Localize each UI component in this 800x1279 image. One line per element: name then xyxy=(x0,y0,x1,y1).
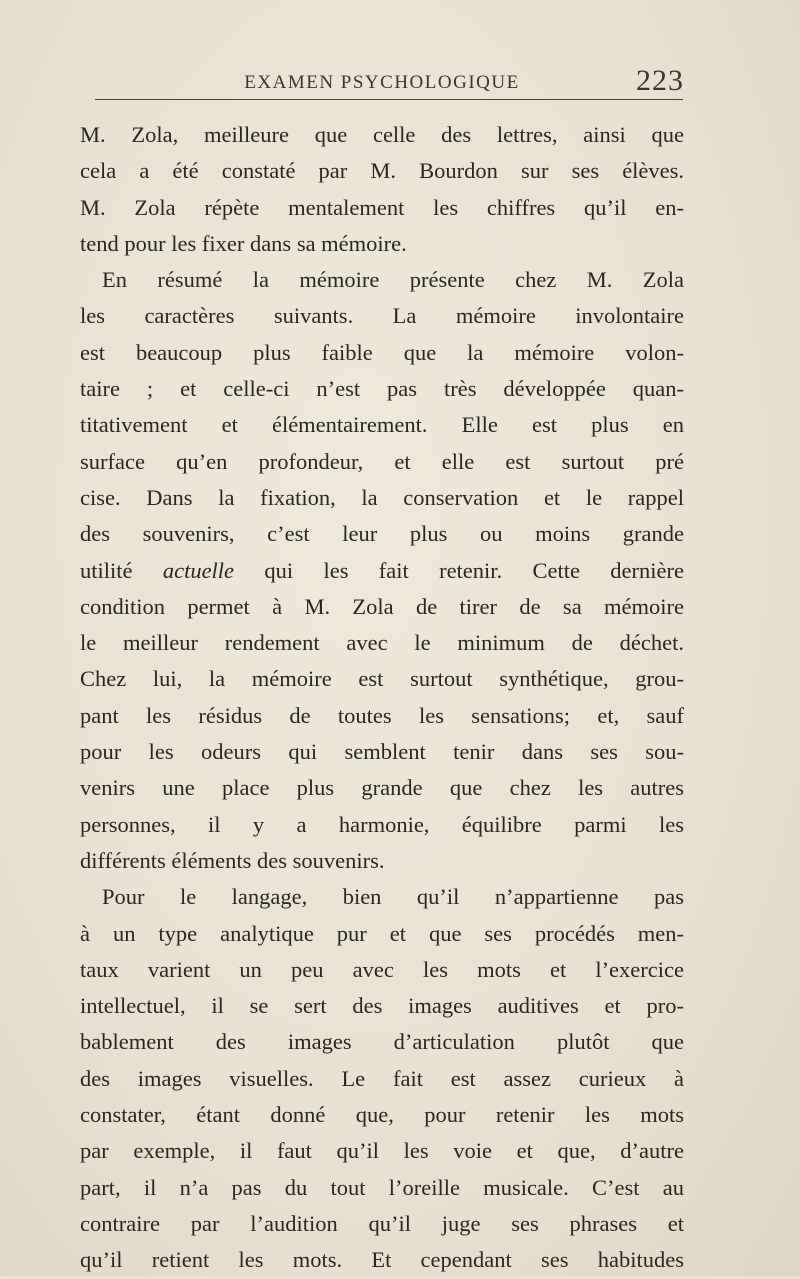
text-line: est beaucoup plus faible que la mémoire volon- xyxy=(80,339,684,365)
running-head xyxy=(80,64,684,104)
text-line: par exemple, il faut qu’il les voie et que, d’autre xyxy=(80,1138,684,1164)
text-line: surface qu’en profondeur, et elle est surtout pré xyxy=(80,448,684,474)
text-line: des souvenirs, c’est leur plus ou moins grande xyxy=(80,521,684,547)
text-line: titativement et élémentairement. Elle est plus en xyxy=(80,412,684,438)
text-line: venirs une place plus grande que chez les autres xyxy=(80,775,685,801)
text-line-with-italic xyxy=(80,553,684,589)
text-line: pour les odeurs qui semblent tenir dans ses sou- xyxy=(80,739,685,765)
text-line: M. Zola répète mentalement les chiffres qu’il en- xyxy=(80,194,684,220)
text-line: personnes, il y a harmonie, équilibre parmi les xyxy=(80,811,685,837)
text-line: des images visuelles. Le fait est assez curieux à xyxy=(80,1065,684,1091)
text-line: bablement des images d’articulation plutôt que xyxy=(80,1029,685,1055)
text-line: cise. Dans la fixation, la conservation et le rappel xyxy=(80,484,684,510)
text-line: taire ; et celle-ci n’est pas très développée quan- xyxy=(80,376,685,402)
header-rule xyxy=(95,99,683,100)
text-line: cela a été constaté par M. Bourdon sur ses élèves. xyxy=(80,158,685,184)
text-line: Chez lui, la mémoire est surtout synthétique, grou- xyxy=(80,666,684,692)
text-line: contraire par l’audition qu’il juge ses phrases et xyxy=(80,1210,685,1236)
text-fragment: utilité xyxy=(80,557,133,583)
body-text xyxy=(80,117,684,1279)
text-line: pant les résidus de toutes les sensations; et, sauf xyxy=(80,702,684,728)
text-line: à un type analytique pur et que ses procédés men- xyxy=(80,920,685,946)
text-line: tend pour les fixer dans sa mémoire. xyxy=(80,230,407,256)
text-line: intellectuel, il se sert des images auditives et pro- xyxy=(80,993,685,1019)
text-fragment: qui les fait retenir. Cette dernière xyxy=(264,557,685,583)
text-line: En résumé la mémoire présente chez M. Zola xyxy=(102,267,684,293)
text-line: condition permet à M. Zola de tirer de sa mémoire xyxy=(80,593,684,619)
text-line: taux varient un peu avec les mots et l’exercice xyxy=(80,956,684,982)
text-line: qu’il retient les mots. Et cependant ses habitudes xyxy=(80,1247,684,1273)
running-title: EXAMEN PSYCHOLOGIQUE xyxy=(244,72,520,93)
text-line: Pour le langage, bien qu’il n’appartienne pas xyxy=(102,884,684,910)
text-line: M. Zola, meilleure que celle des lettres, ainsi que xyxy=(80,122,685,147)
text-line: constater, étant donné que, pour retenir les mots xyxy=(80,1102,685,1128)
italic-word: actuelle xyxy=(162,557,235,583)
text-line: les caractères suivants. La mémoire involontaire xyxy=(80,303,684,329)
page-number: 223 xyxy=(636,64,684,97)
text-line: part, il n’a pas du tout l’oreille musicale. C’est au xyxy=(80,1174,684,1200)
text-line: différents éléments des souvenirs. xyxy=(80,847,385,873)
text-line: le meilleur rendement avec le minimum de déchet. xyxy=(80,630,684,656)
